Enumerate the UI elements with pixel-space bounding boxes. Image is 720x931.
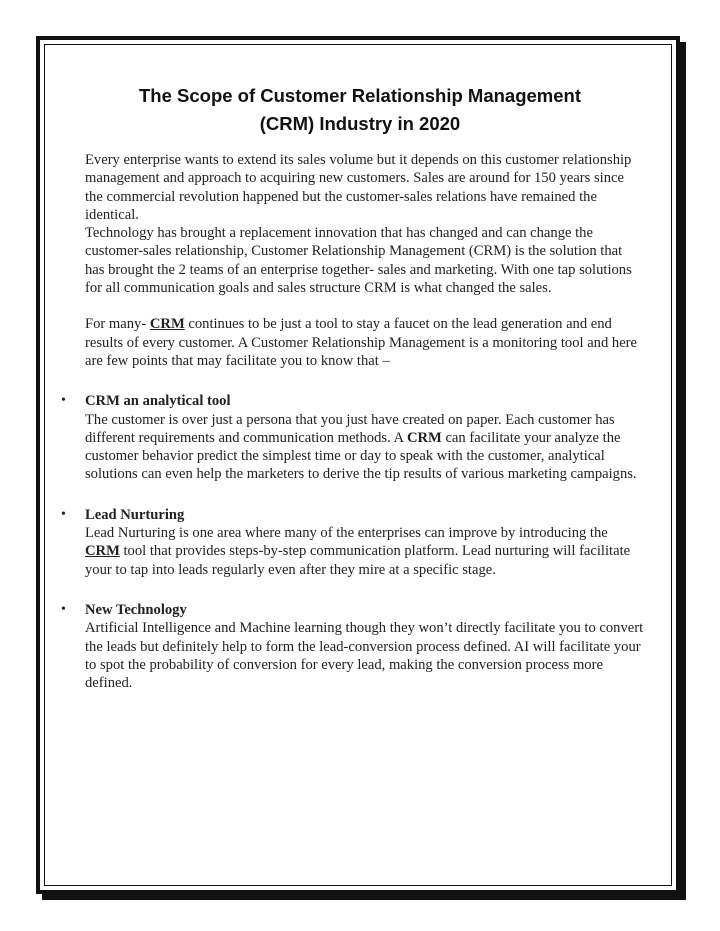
intro-paragraph-2: Technology has brought a replacement innovation that has changed and can change the customer-sales relationship, Customer Relationship Management (CRM) is the solution that has brought the 2 teams of an enterprise together- sales and marketing. With one tap solutions for all communication goals and sales structure CRM is what changed the sales. — [85, 225, 632, 297]
bullet-icon: • — [61, 393, 66, 409]
page-border-shadow-bottom — [42, 894, 686, 900]
section-heading: Lead Nurturing — [85, 506, 185, 523]
bullet-icon: • — [61, 601, 66, 617]
bullet-icon: • — [61, 506, 66, 522]
intro-p3-text-after: continues to be just a tool to stay a faucet on the lead generation and end results of every customer. A Customer Relationship Management is a monitoring tool and here are few points that may facilitate you to know that – — [85, 316, 638, 369]
bullet-section-analytical-tool — [61, 392, 645, 483]
section-text-before: The customer is over just a persona that you just have created on paper. Each customer has different requirements and communication methods. A — [85, 411, 615, 446]
section-text-after: can facilitate your analyze the customer behavior predict the simplest time or day to speak with the customer, analytical solutions can even help the marketers to derive the tip results of various marketing campaigns. — [85, 429, 637, 483]
intro-p3-text-before: For many- — [85, 316, 150, 333]
intro-paragraph-1: Every enterprise wants to extend its sales volume but it depends on this customer relationship management and approach to acquiring new customers. Sales are around for 150 years since the commercial revolution happened but the customer-sales relations have remained the identical. — [85, 152, 632, 223]
section-spacer — [85, 370, 645, 392]
bullet-section-new-technology — [61, 601, 645, 692]
section-text — [85, 524, 645, 579]
page-border-shadow-right — [680, 42, 686, 900]
section-heading: New Technology — [85, 601, 187, 618]
title-line-2: (CRM) Industry in 2020 — [259, 113, 461, 134]
intro-paragraph-3 — [85, 315, 645, 370]
section-text-before: Lead Nurturing is one area where many of the enterprises can improve by introducing the — [85, 525, 608, 542]
crm-keyword: CRM — [406, 429, 442, 446]
crm-link[interactable]: CRM — [85, 543, 120, 560]
crm-link[interactable]: CRM — [149, 316, 185, 333]
paragraph-spacer — [85, 297, 645, 315]
page-title — [75, 82, 645, 138]
section-spacer — [85, 484, 645, 506]
section-text-after: tool that provides steps-by-step communication platform. Lead nurturing will facilitate your to tap into leads regularly even after they mire at a specific stage. — [85, 543, 631, 578]
bullet-section-lead-nurturing — [61, 506, 645, 579]
section-text: Artificial Intelligence and Machine learning though they won’t directly facilitate you to convert the leads but definitely help to form the lead-conversion process defined. AI will facilitate your to spot the probability of conversion for every lead, making the conversion process more defined. — [85, 620, 644, 692]
section-spacer — [85, 579, 645, 601]
section-heading: CRM an analytical tool — [85, 393, 231, 410]
title-line-1: The Scope of Customer Relationship Management — [138, 85, 581, 106]
section-text — [85, 411, 645, 484]
document-body — [61, 82, 645, 692]
